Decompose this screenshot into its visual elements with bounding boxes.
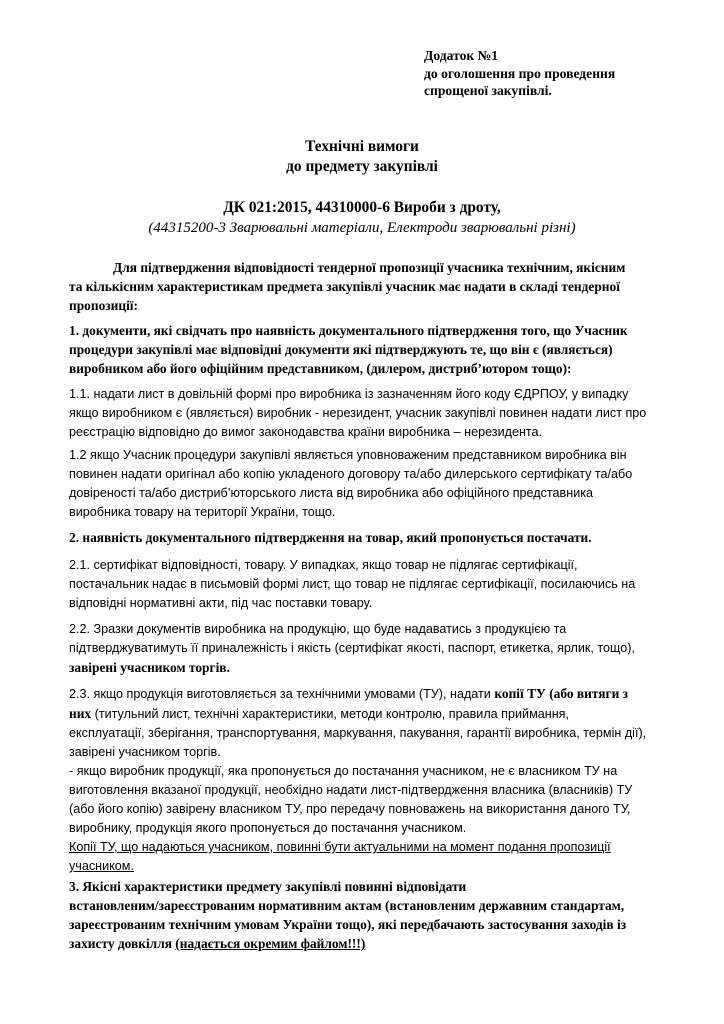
text-line: повинен надати оригінал або копію укладеного договору та/або дилерського сертифікату та/або <box>69 467 633 481</box>
text-line: 1.1. надати лист в довільній формі про виробника із зазначенням його коду ЄДРПОУ, у випадку <box>69 387 629 401</box>
text-line: Для підтвердження відповідності тендерної пропозиції учасника технічним, якісним <box>113 260 626 275</box>
text-line <box>69 934 689 953</box>
text-line: експлуатації, зберігання, транспортування, маркування, пакування, гарантії виробника, термін дії), <box>69 726 647 740</box>
text-line: відповідні нормативні акти, під час поставки товару. <box>69 596 373 610</box>
text-line: завірені учасником торгів. <box>69 660 230 675</box>
classification-subcode: (44315200-3 Зварювальні матеріали, Електроди зварювальні різні) <box>148 220 576 236</box>
paragraph-2-2 <box>69 620 689 677</box>
text-line: постачальник надає в письмовій формі лист, що товар не підлягає сертифікації, посилаючись на <box>69 577 636 591</box>
text-line: зареєстрованим технічним умовам України тощо), які передбачають застосування заходів із <box>69 917 627 932</box>
text-line: учасником. <box>69 859 134 873</box>
text-line: встановленим/зареєстрованим нормативним актам (встановленим державним стандартам, <box>69 898 625 913</box>
paragraph-2-3 <box>69 684 689 876</box>
text-line: виготовлення вказаної продукції, необхідно надати лист-підтвердження власника (власників) ТУ <box>69 783 633 797</box>
intro-paragraph <box>69 258 689 315</box>
text-line: 1. документи, які свідчать про наявність документального підтвердження того, що Учасник <box>69 323 628 338</box>
text-line: 2.2. Зразки документів виробника на продукцію, що буде надаватись з продукцією та <box>69 622 567 636</box>
annex-line: до оголошення про проведення <box>424 65 616 81</box>
annex-reference <box>424 47 615 100</box>
text-line: виробника товару на території України, тощо. <box>69 505 336 519</box>
text-line: пропозиції: <box>69 298 138 313</box>
text-line: підтверджуватимуть її приналежність і якість (сертифікат якості, паспорт, етикетка, ярлик, тощо), <box>69 641 635 655</box>
paragraph-2-1 <box>69 556 689 613</box>
text-line: 1.2 якщо Учасник процедури закупівлі являється уповноваженим представником виробника він <box>69 448 627 462</box>
text-line: процедури закупівлі має відповідні документи які підтверджують те, що він є (являється) <box>69 342 613 357</box>
text-span: 2.3. якщо продукція виготовляється за технічними умовами (ТУ), надати <box>69 687 495 701</box>
section-3-heading <box>69 877 689 953</box>
text-line: - якщо виробник продукції, яка пропонується до постачання учасником, не є власником ТУ на <box>69 764 618 778</box>
text-line: 2. наявність документального підтвердження на товар, який пропонується постачати. <box>69 530 592 545</box>
annex-line: Додаток №1 <box>424 48 499 63</box>
text-span-bold: них <box>69 706 92 721</box>
text-line: завірені учасником торгів. <box>69 745 221 759</box>
text-line: Копії ТУ, що надаються учасником, повинні бути актуальними на момент подання пропозиції <box>69 840 611 854</box>
text-line <box>69 684 689 704</box>
separate-file-note: (надається окремим файлом!!!) <box>175 936 366 951</box>
text-line: 3. Якісні характеристики предмету закупівлі повинні відповідати <box>69 879 467 894</box>
text-line <box>69 704 689 724</box>
paragraph-1-1 <box>69 385 689 442</box>
text-span: (титульний лист, технічні характеристики, методи контролю, правила приймання, <box>91 707 569 721</box>
document-subtitle: до предмету закупівлі <box>286 158 438 175</box>
text-line: виробником або його офіційним представником, (дилером, дистриб’ютором тощо): <box>69 361 572 376</box>
text-line: реєстрацію відповідно до вимог законодавства країни виробника – нерезидента. <box>69 425 543 439</box>
annex-line: спрощеної закупівлі. <box>424 83 552 98</box>
text-span-bold: копії ТУ (або витяги з <box>494 686 629 701</box>
text-line: якщо виробником є (являється) виробник - нерезидент, учасник закупівлі повинен надати лист про <box>69 406 647 420</box>
text-line: довіреності та/або дистриб’юторського листа від виробника або офіційного представника <box>69 486 594 500</box>
classification-code: ДК 021:2015, 44310000-6 Вироби з дроту, <box>223 199 501 216</box>
text-line: та кількісним характеристикам предмета закупівлі учасник має надати в складі тендерної <box>69 279 620 294</box>
paragraph-1-2 <box>69 446 689 522</box>
document-title: Технічні вимоги <box>305 138 419 155</box>
text-span: захисту довкілля <box>69 936 176 951</box>
text-line: (або його копію) завірену власником ТУ, про передачу повноважень на використання даного ТУ, <box>69 802 631 816</box>
section-2-heading <box>69 528 689 547</box>
text-line: 2.1. сертифікат відповідності, товару. У випадках, якщо товар не підлягає сертифікації, <box>69 558 578 572</box>
text-line: виробнику, продукція якого пропонується до постачання учасником. <box>69 821 467 835</box>
section-1-heading <box>69 321 689 378</box>
